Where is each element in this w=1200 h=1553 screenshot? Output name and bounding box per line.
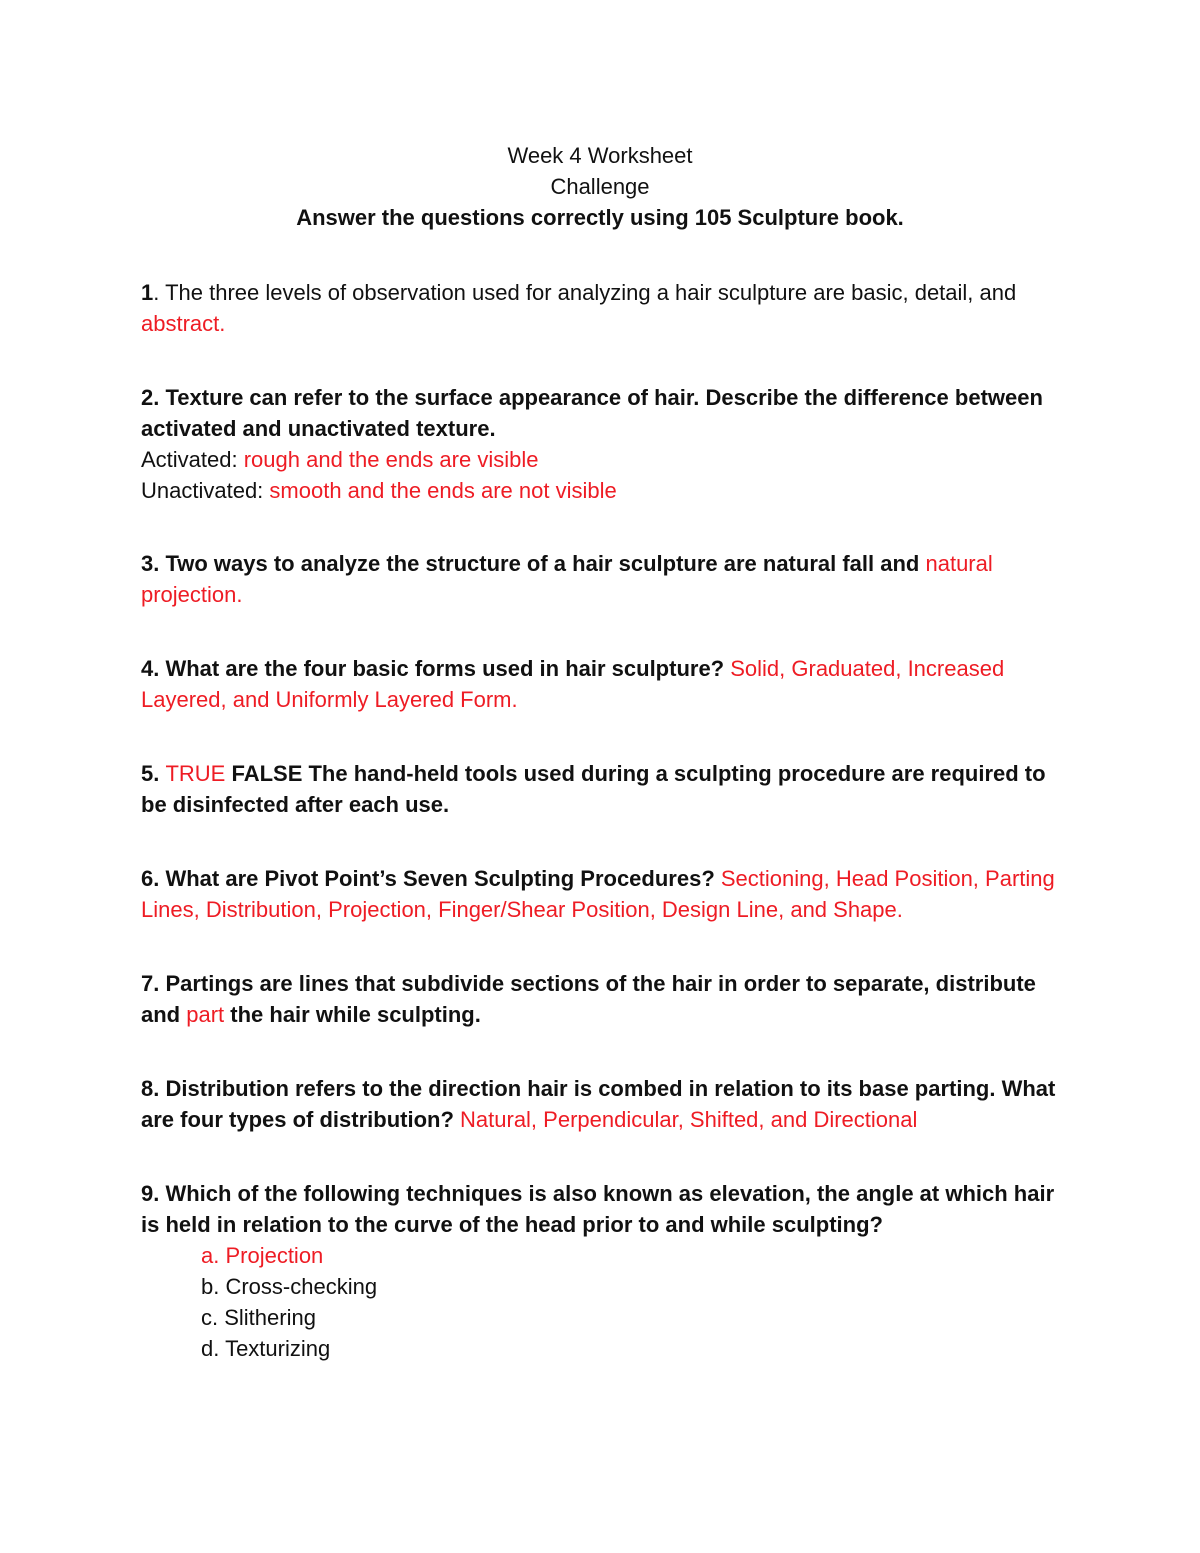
question-7-text-after: the hair while sculpting. [224,1002,481,1027]
question-4-text: 4. What are the four basic forms used in hair sculpture? [141,656,731,681]
question-3-text: 3. Two ways to analyze the structure of a hair sculpture are natural fall and [141,551,926,576]
question-1-number: 1 [141,280,154,305]
option-d: d. Texturizing [201,1336,331,1361]
activated-label: Activated: [141,447,244,472]
option-c: c. Slithering [201,1305,316,1330]
question-2 [141,382,1066,444]
question-2-unactivated [141,475,1066,506]
option-a: a. Projection [201,1243,324,1268]
question-9 [141,1178,1066,1240]
worksheet-title: Week 4 Worksheet [507,143,693,168]
question-1-answer: abstract. [141,311,226,336]
question-4-answer: Solid, Graduated, Increased Layered, and Uniformly Layered Form. [141,656,1005,712]
question-1 [141,277,1066,339]
question-3 [141,548,1066,610]
worksheet-instructions: Answer the questions correctly using 105 Sculpture book. [296,205,904,230]
question-9-text: 9. Which of the following techniques is also known as elevation, the angle at which hair is held in relation to the curve of the head prior to and while sculpting? [141,1181,1055,1237]
question-7 [141,968,1066,1030]
question-2-text: 2. Texture can refer to the surface appearance of hair. Describe the difference between activated and unactivated texture. [141,385,1043,441]
question-5-number: 5. [141,761,166,786]
question-4 [141,653,1066,715]
question-9-options [141,1240,1066,1364]
question-8 [141,1073,1066,1135]
unactivated-label: Unactivated: [141,478,270,503]
question-5-true: TRUE [165,761,226,786]
question-3-answer: natural projection. [141,551,993,607]
question-7-answer: part [186,1002,225,1027]
question-8-text: 8. Distribution refers to the direction hair is combed in relation to its base parting. What are four types of distribution? [141,1076,1056,1132]
question-6-text: 6. What are Pivot Point’s Seven Sculpting Procedures? [141,866,721,891]
question-5-text: The hand-held tools used during a sculpting procedure are required to be disinfected after each use. [141,761,1046,817]
question-6 [141,863,1066,925]
question-6-answer: Sectioning, Head Position, Parting Lines, Distribution, Projection, Finger/Shear Position, Design Line, and Shape. [141,866,1055,922]
question-2-activated [141,444,1066,475]
worksheet-subtitle: Challenge [550,174,650,199]
question-8-answer: Natural, Perpendicular, Shifted, and Directional [460,1107,918,1132]
question-1-text: . The three levels of observation used for analyzing a hair sculpture are basic, detail, and [153,280,1017,305]
question-5 [141,758,1066,820]
unactivated-answer: smooth and the ends are not visible [269,478,617,503]
option-b: b. Cross-checking [201,1274,378,1299]
question-5-false: FALSE [225,761,303,786]
question-7-text-before: 7. Partings are lines that subdivide sections of the hair in order to separate, distribute and [141,971,1036,1027]
activated-answer: rough and the ends are visible [243,447,539,472]
